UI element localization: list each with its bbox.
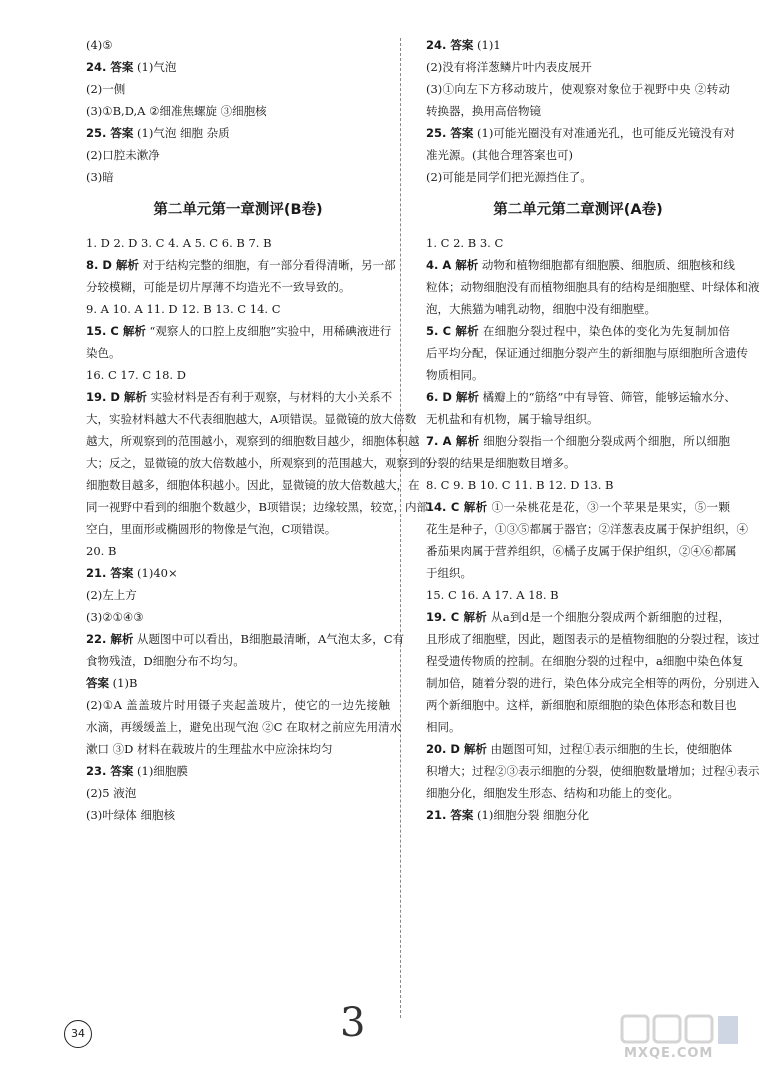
text-line [86, 738, 390, 760]
text-line [86, 760, 390, 782]
text-line [426, 320, 730, 342]
item-text: (1)气泡 [133, 60, 177, 74]
text-line [86, 364, 390, 386]
item-label: 7. A 解析 [426, 434, 480, 448]
text-line [86, 408, 417, 430]
item-text: 相同。 [426, 720, 461, 734]
text-line [86, 474, 420, 496]
item-text: 9. A 10. A 11. D 12. B 13. C 14. C [86, 302, 281, 316]
text-line [426, 100, 730, 122]
item-text: 20. B [86, 544, 117, 558]
text-line [86, 34, 390, 56]
text-line [86, 386, 393, 408]
item-text: (2)可能是同学们把光源挡住了。 [426, 170, 592, 184]
item-text: 漱口 ③D 材料在载玻片的生理盐水中应涂抹均匀 [86, 742, 333, 756]
watermark-text: MXQE.COM [624, 1046, 714, 1061]
item-label: 8. D 解析 [86, 258, 139, 272]
text-line [426, 122, 735, 144]
item-label: 20. D 解析 [426, 742, 487, 756]
text-line [86, 430, 420, 452]
text-line [426, 232, 730, 254]
text-line [86, 254, 396, 276]
item-text: 且形成了细胞壁，因此，题图表示的是植物细胞的分裂过程，该过 [426, 632, 760, 646]
text-line [86, 78, 390, 100]
item-text: (4)⑤ [86, 38, 113, 52]
text-line [426, 716, 730, 738]
text-line [426, 166, 730, 188]
item-text: 转换器，换用高倍物镜 [426, 104, 541, 118]
text-line [86, 606, 390, 628]
item-text: 橘瓣上的“筋络”中有导管、筛管，能够运输水分、 [478, 390, 736, 404]
column-divider [400, 38, 401, 1018]
text-line [86, 804, 390, 826]
item-text: 两个新细胞中。这样，新细胞和原细胞的染色体形态和数目也 [426, 698, 737, 712]
item-text: 8. C 9. B 10. C 11. B 12. D 13. B [426, 478, 614, 492]
text-line [426, 474, 730, 496]
text-line [426, 584, 730, 606]
text-line [426, 606, 730, 628]
item-label: 23. 答案 [86, 764, 134, 778]
text-line [426, 782, 730, 804]
item-text: “观察人的口腔上皮细胞”实验中，用稀碘液进行 [145, 324, 392, 338]
item-text: (2)5 液泡 [86, 786, 137, 800]
text-line [86, 562, 390, 584]
item-text: (1)1 [473, 38, 501, 52]
text-line [426, 430, 730, 452]
item-text: (1)可能光圈没有对准通光孔，也可能反光镜没有对 [473, 126, 735, 140]
text-line [86, 782, 390, 804]
text-line [426, 364, 730, 386]
item-label: 25. 答案 [86, 126, 134, 140]
text-line [86, 540, 390, 562]
text-line [426, 298, 730, 320]
item-label: 19. C 解析 [426, 610, 488, 624]
handwritten-number: 3 [340, 1000, 366, 1046]
item-text: 1. C 2. B 3. C [426, 236, 504, 250]
item-text: (3)叶绿体 细胞核 [86, 808, 175, 822]
left-top-answers [86, 34, 390, 188]
text-line [426, 628, 760, 650]
right-section-body [426, 232, 760, 826]
item-text: 动物和植物细胞都有细胞膜、细胞质、细胞核和线 [478, 258, 735, 272]
item-text: 实验材料是否有利于观察，与材料的大小关系不 [146, 390, 393, 404]
item-text: (2)口腔未漱净 [86, 148, 160, 162]
text-line [86, 518, 390, 540]
text-line [426, 78, 730, 100]
item-text: 积增大；过程②③表示细胞的分裂，使细胞数量增加；过程④表示 [426, 764, 760, 778]
item-label: 14. C 解析 [426, 500, 488, 514]
text-line [426, 540, 737, 562]
item-text: (1)气泡 细胞 杂质 [133, 126, 230, 140]
left-section-title: 第二单元第一章测评(B卷) [153, 202, 323, 218]
left-column [86, 34, 431, 826]
item-text: 空白，里面形或椭圆形的物像是气泡，C项错误。 [86, 522, 337, 536]
item-text: 细胞分化，细胞发生形态、结构和功能上的变化。 [426, 786, 679, 800]
text-line [86, 584, 390, 606]
item-label: 答案 [86, 676, 109, 690]
item-text: 1. D 2. D 3. C 4. A 5. C 6. B 7. B [86, 236, 272, 250]
right-top-answers [426, 34, 735, 188]
item-text: (2)①A 盖盖玻片时用镊子夹起盖玻片，使它的一边先接触 [86, 698, 390, 712]
item-label: 21. 答案 [426, 808, 474, 822]
text-line [86, 342, 390, 364]
item-label: 4. A 解析 [426, 258, 479, 272]
corner-tab [718, 1016, 738, 1044]
text-line [426, 650, 744, 672]
page-number: 34 [64, 1020, 92, 1048]
text-line [86, 56, 390, 78]
item-label: 24. 答案 [426, 38, 474, 52]
item-text: 由题图可知，过程①表示细胞的生长，使细胞体 [486, 742, 733, 756]
item-text: 在细胞分裂过程中，染色体的变化为先复制加倍 [478, 324, 730, 338]
text-line [86, 320, 390, 342]
item-text: 大；反之，显微镜的放大倍数越小，所观察到的范围越大，观察到的 [86, 456, 431, 470]
item-text: 细胞分裂指一个细胞分裂成两个细胞，所以细胞 [479, 434, 730, 448]
text-line [86, 650, 390, 672]
item-text: (1)40× [133, 566, 178, 580]
text-line [86, 166, 390, 188]
item-text: 染色。 [86, 346, 121, 360]
item-text: 物质相同。 [426, 368, 484, 382]
item-text: 番茄果肉属于营养组织，⑥橘子皮属于保护组织，②④⑥都属 [426, 544, 737, 558]
item-text: 同一视野中看到的细胞个数越少，B项错误；边缘较黑，较宽，内部 [86, 500, 428, 514]
item-label: 22. 解析 [86, 632, 134, 646]
text-line [426, 276, 760, 298]
text-line [86, 716, 402, 738]
item-text: 食物残渣，D细胞分布不均匀。 [86, 654, 245, 668]
text-line [426, 760, 760, 782]
item-text: 从题图中可以看出，B细胞最清晰，A气泡太多，C有 [133, 632, 405, 646]
text-line [426, 254, 735, 276]
text-line [426, 144, 730, 166]
item-text: (1)细胞分裂 细胞分化 [473, 808, 589, 822]
item-label: 19. D 解析 [86, 390, 147, 404]
text-line [426, 56, 730, 78]
text-line [426, 34, 730, 56]
item-text: 于组织。 [426, 566, 472, 580]
item-text: 对于结构完整的细胞，有一部分看得清晰，另一部 [138, 258, 396, 272]
text-line [426, 518, 748, 540]
text-line [426, 496, 730, 518]
item-label: 25. 答案 [426, 126, 474, 140]
text-line [86, 496, 428, 518]
text-line [426, 738, 733, 760]
item-label: 21. 答案 [86, 566, 134, 580]
item-label: 5. C 解析 [426, 324, 479, 338]
text-line [426, 408, 730, 430]
item-text: (2)左上方 [86, 588, 137, 602]
item-text: (3)①B,D,A ②细准焦螺旋 ③细胞核 [86, 104, 267, 118]
text-line [86, 628, 405, 650]
item-text: (3)①向左下方移动玻片，使观察对象位于视野中央 ②转动 [426, 82, 730, 96]
text-line [86, 694, 390, 716]
item-text: 细胞数目越多，细胞体积越小。因此，显微镜的放大倍数越大，在 [86, 478, 420, 492]
text-line [426, 804, 730, 826]
item-text: 16. C 17. C 18. D [86, 368, 186, 382]
item-label: 24. 答案 [86, 60, 134, 74]
item-text: (3)②①④③ [86, 610, 144, 624]
left-section-body [86, 232, 431, 826]
text-line [426, 562, 730, 584]
item-text: (3)暗 [86, 170, 114, 184]
text-line [426, 452, 730, 474]
item-text: 花生是种子，①③⑤都属于器官；②洋葱表皮属于保护组织，④ [426, 522, 748, 536]
right-column [426, 34, 760, 826]
text-line [86, 100, 390, 122]
item-text: (2)没有将洋葱鳞片叶内表皮展开 [426, 60, 592, 74]
text-line [86, 672, 390, 694]
item-text: 水滴，再缓缓盖上，避免出现气泡 ②C 在取材之前应先用清水 [86, 720, 402, 734]
right-section-title: 第二单元第二章测评(A卷) [493, 202, 663, 218]
text-line [86, 298, 390, 320]
item-text: 无机盐和有机物，属于输导组织。 [426, 412, 599, 426]
item-text: (2)一侧 [86, 82, 126, 96]
item-label: 6. D 解析 [426, 390, 479, 404]
text-line [426, 672, 760, 694]
text-line [86, 144, 390, 166]
item-text: 程受遗传物质的控制。在细胞分裂的过程中，a细胞中染色体复 [426, 654, 744, 668]
item-text: 越大，所观察到的范围越小，观察到的细胞数目越少，细胞体积越 [86, 434, 420, 448]
item-text: 分裂的结果是细胞数目增多。 [426, 456, 576, 470]
item-text: 从a到d是一个细胞分裂成两个新细胞的过程， [487, 610, 730, 624]
item-text: (1)细胞膜 [133, 764, 188, 778]
text-line [86, 122, 390, 144]
item-text: 大，实验材料越大不代表细胞越大，A项错误。显微镜的放大倍数 [86, 412, 417, 426]
item-text: (1)B [109, 676, 138, 690]
item-text: ①一朵桃花是花，③一个苹果是果实，⑤一颗 [487, 500, 730, 514]
item-text: 15. C 16. A 17. A 18. B [426, 588, 559, 602]
text-line [426, 386, 736, 408]
text-line [426, 694, 737, 716]
item-text: 制加倍，随着分裂的进行，染色体分成完全相等的两份，分别进入 [426, 676, 760, 690]
text-line [86, 232, 390, 254]
item-text: 粒体；动物细胞没有而植物细胞具有的结构是细胞壁、叶绿体和液 [426, 280, 760, 294]
item-text: 准光源。(其他合理答案也可) [426, 148, 573, 162]
item-text: 分较模糊，可能是切片厚薄不均造光不一致导致的。 [86, 280, 351, 294]
item-label: 15. C 解析 [86, 324, 146, 338]
item-text: 后平均分配，保证通过细胞分裂产生的新细胞与原细胞所含遗传 [426, 346, 748, 360]
text-line [426, 342, 748, 364]
text-line [86, 452, 431, 474]
text-line [86, 276, 390, 298]
item-text: 泡，大熊猫为哺乳动物，细胞中没有细胞壁。 [426, 302, 656, 316]
